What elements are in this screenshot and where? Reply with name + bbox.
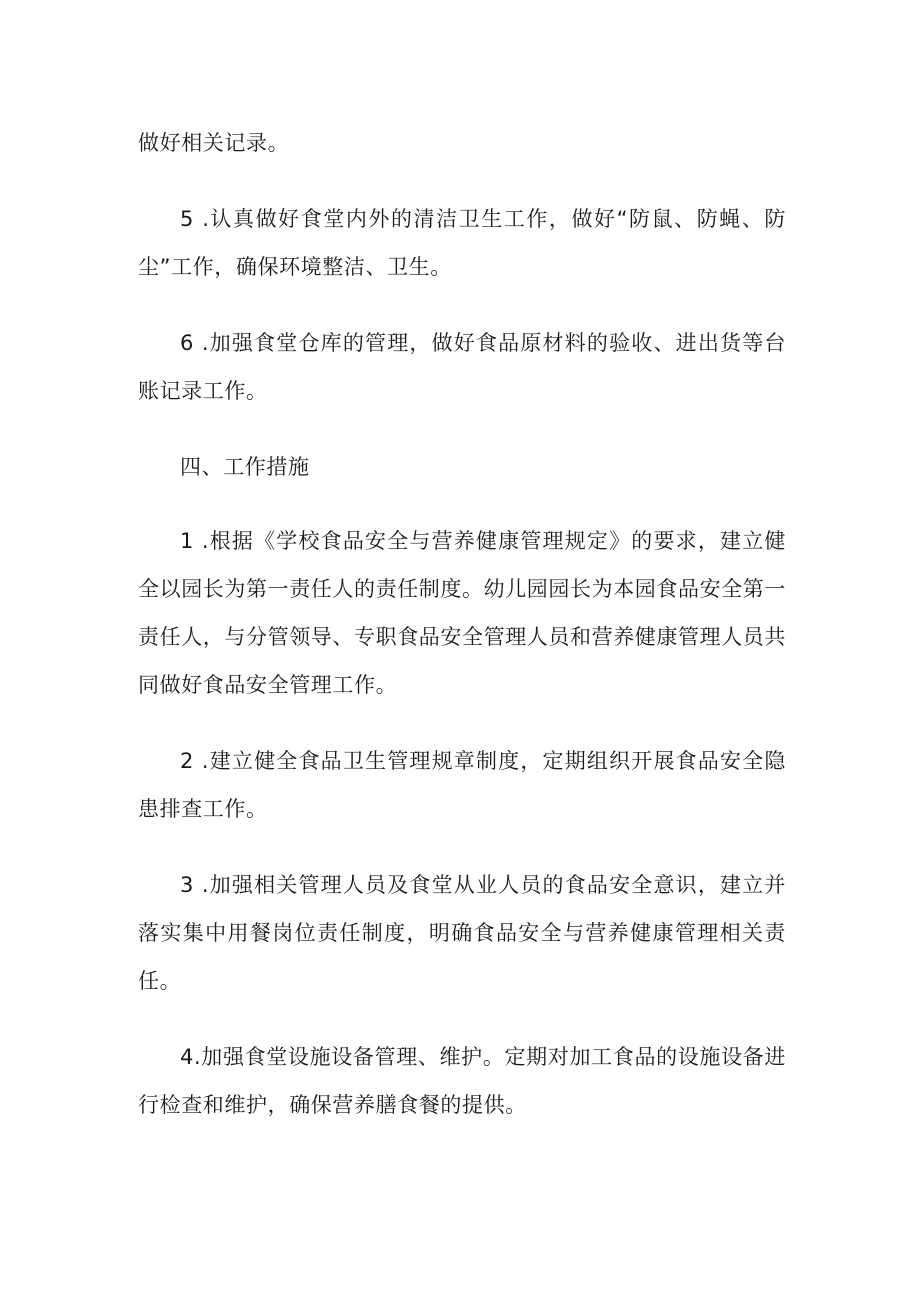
paragraph-continuation: 做好相关记录。 <box>138 131 290 155</box>
paragraph-measure-1: 1 .根据《学校食品安全与营养健康管理规定》的要求，建立健全以园长为第一责任人的责任制度。幼儿园园长为本园食品安全第一责任人，与分管领导、专职食品安全管理人员和营养健康管理人员共同做好食品安全管理工作。 <box>138 529 786 697</box>
paragraph-measure-2: 2 .建立健全食品卫生管理规章制度，定期组织开展食品安全隐患排查工作。 <box>138 749 786 821</box>
paragraph-measure-4: 4.加强食堂设施设备管理、维护。定期对加工食品的设施设备进行检查和维护，确保营养膳食餐的提供。 <box>138 1045 786 1117</box>
paragraph-item-5: 5 .认真做好食堂内外的清洁卫生工作，做好“防鼠、防蝇、防尘”工作，确保环境整洁、卫生。 <box>138 207 786 279</box>
paragraph-measure-3: 3 .加强相关管理人员及食堂从业人员的食品安全意识，建立并落实集中用餐岗位责任制度，明确食品安全与营养健康管理相关责任。 <box>138 873 786 993</box>
document-page <box>138 119 786 1157</box>
section-heading-measures: 四、工作措施 <box>180 455 310 479</box>
paragraph-item-6: 6 .加强食堂仓库的管理，做好食品原材料的验收、进出货等台账记录工作。 <box>138 331 786 403</box>
